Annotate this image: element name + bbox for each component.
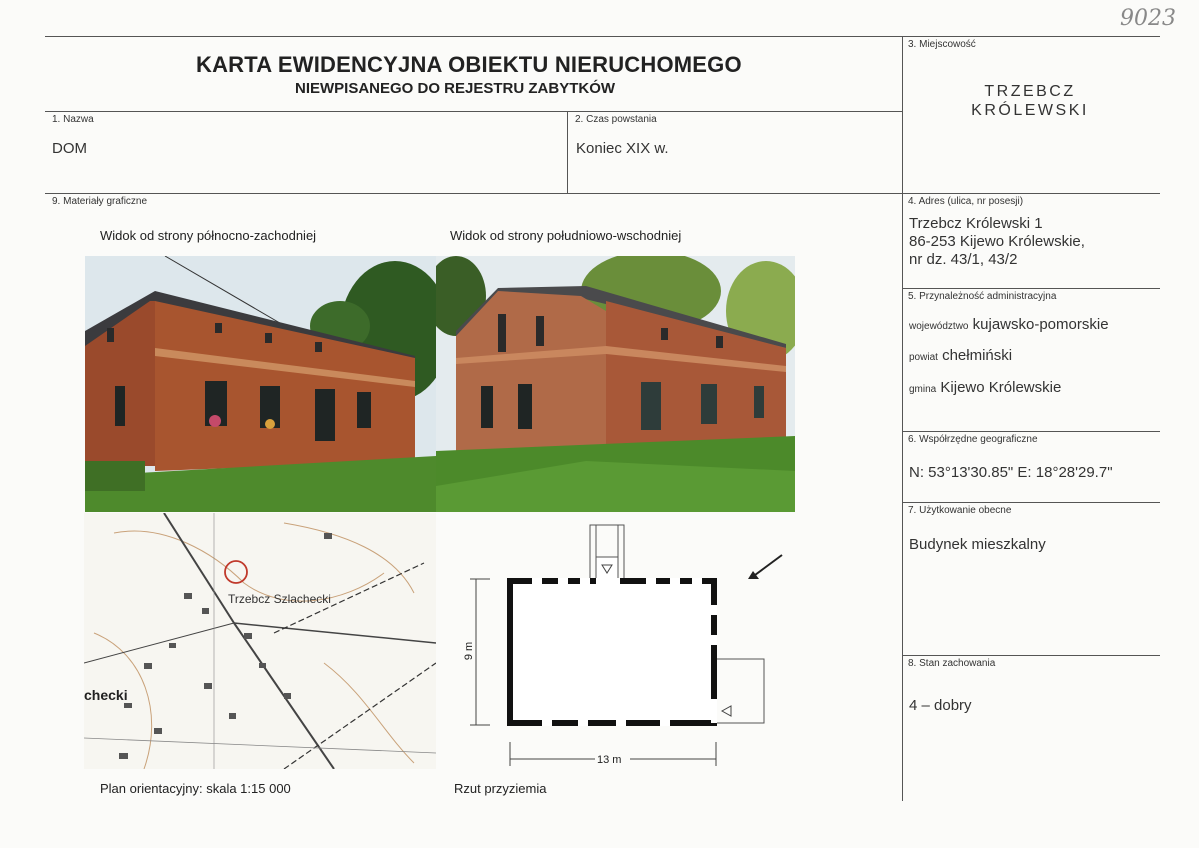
admin-voivodeship xyxy=(909,316,1109,333)
floor-plan xyxy=(440,513,795,769)
admin-county-value: chełmiński xyxy=(942,347,1013,364)
admin-county-prefix: powiat xyxy=(909,352,938,363)
caption-location-map: Plan orientacyjny: skala 1:15 000 xyxy=(100,781,291,796)
admin-voivodeship-value: kujawsko-pomorskie xyxy=(972,316,1109,333)
field-coords-value: N: 53°13'30.85" E: 18°28'29.7" xyxy=(909,464,1113,481)
field-time-value: Koniec XIX w. xyxy=(576,140,669,157)
field-locality-value xyxy=(905,82,1155,120)
address-line-1: Trzebcz Królewski 1 xyxy=(909,215,1043,232)
document-title: KARTA EWIDENCYJNA OBIEKTU NIERUCHOMEGO xyxy=(196,52,742,77)
divider-name-time xyxy=(567,111,568,193)
field-address-label: 4. Adres (ulica, nr posesji) xyxy=(908,196,1024,207)
locality-line-2: KRÓLEWSKI xyxy=(971,102,1089,119)
caption-southeast-view: Widok od strony południowo-wschodniej xyxy=(450,228,682,243)
divider-header xyxy=(45,111,902,112)
map-label-edge: checki xyxy=(84,687,128,703)
divider-right-column xyxy=(902,36,903,801)
photo-southeast-view xyxy=(436,256,795,512)
divider-name-row xyxy=(45,193,1160,194)
caption-northwest-view: Widok od strony północno-zachodniej xyxy=(100,228,317,243)
location-map xyxy=(84,513,436,769)
top-border xyxy=(45,36,1160,37)
document-subtitle: NIEWPISANEGO DO REJESTRU ZABYTKÓW xyxy=(295,80,616,97)
photo-northwest-view xyxy=(85,256,436,512)
plan-dimension-width: 13 m xyxy=(597,754,622,766)
locality-line-1: TRZEBCZ xyxy=(984,83,1076,100)
field-name-value: DOM xyxy=(52,140,87,157)
field-usage-value: Budynek mieszkalny xyxy=(909,536,1046,553)
field-usage-label: 7. Użytkowanie obecne xyxy=(908,505,1012,516)
map-label-main: Trzebcz Szlachecki xyxy=(228,592,331,606)
admin-commune-value: Kijewo Królewskie xyxy=(940,379,1062,396)
field-admin-label: 5. Przynależność administracyjna xyxy=(908,291,1057,302)
divider-admin xyxy=(902,431,1160,432)
divider-usage xyxy=(902,655,1160,656)
field-time-label: 2. Czas powstania xyxy=(575,114,657,125)
address-line-2: 86-253 Kijewo Królewskie, xyxy=(909,233,1085,250)
field-condition-label: 8. Stan zachowania xyxy=(908,658,996,669)
address-line-3: nr dz. 43/1, 43/2 xyxy=(909,251,1018,268)
field-name-label: 1. Nazwa xyxy=(52,114,94,125)
admin-commune xyxy=(909,379,1061,396)
admin-commune-prefix: gmina xyxy=(909,384,937,395)
field-condition-value: 4 – dobry xyxy=(909,697,972,714)
admin-voivodeship-prefix: województwo xyxy=(909,321,969,332)
plan-dimension-height: 9 m xyxy=(463,641,476,661)
field-coords-label: 6. Współrzędne geograficzne xyxy=(908,434,1038,445)
field-graphics-label: 9. Materiały graficzne xyxy=(52,196,148,207)
admin-county xyxy=(909,347,1012,364)
divider-address xyxy=(902,288,1160,289)
divider-coords xyxy=(902,502,1160,503)
handwritten-number: 9023 xyxy=(1120,6,1176,31)
caption-floor-plan: Rzut przyziemia xyxy=(454,781,547,796)
field-locality-label: 3. Miejscowość xyxy=(908,39,976,50)
